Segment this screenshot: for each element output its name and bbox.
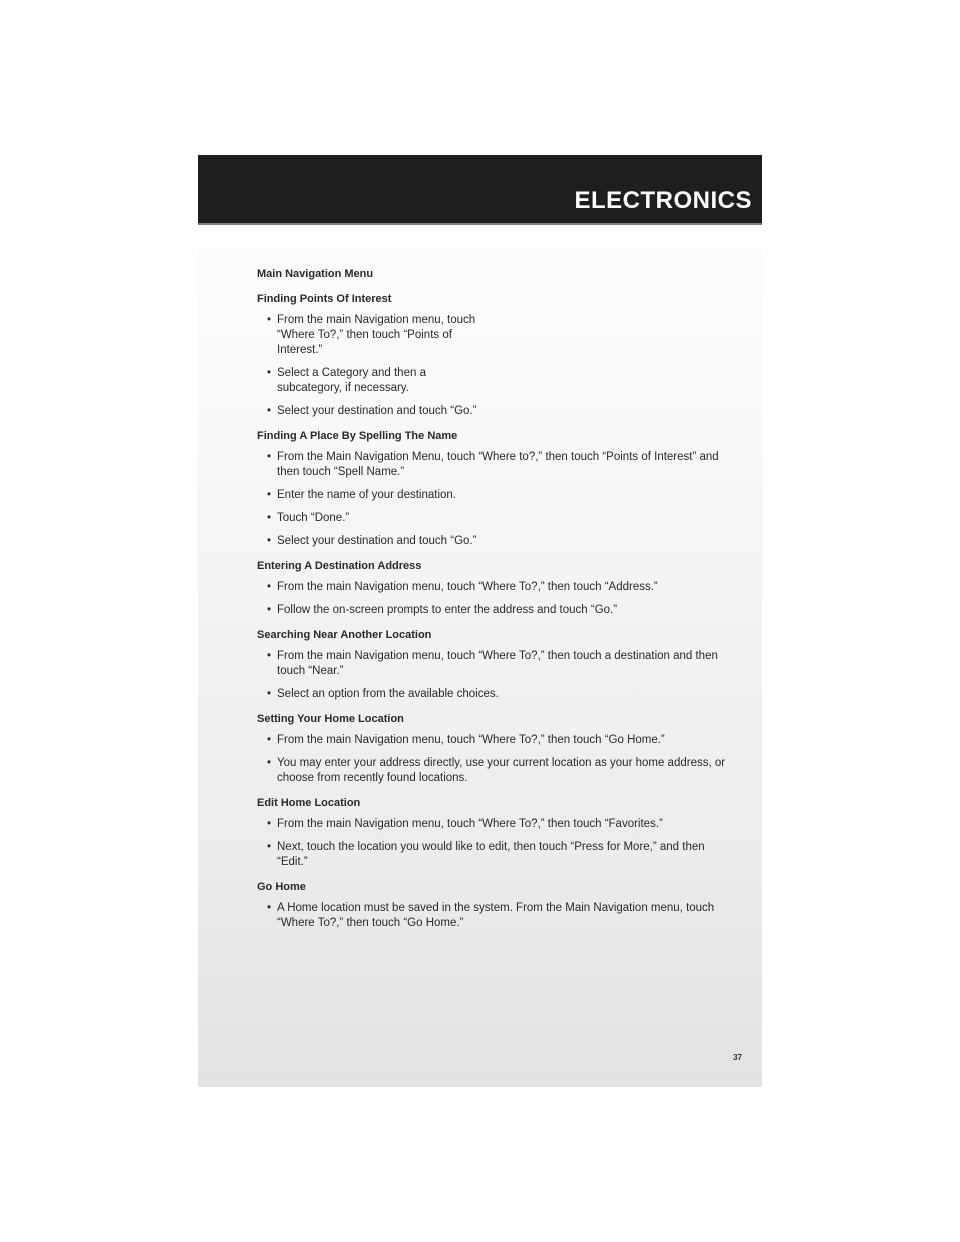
section-title: ELECTRONICS [574,187,752,214]
topic-title: Go Home [257,881,306,893]
topic-setting-home [257,712,732,786]
topic-spelling-the-name [257,429,732,549]
manual-page [198,155,762,1087]
topic-title: Setting Your Home Location [257,713,404,725]
list-item: • From the main Navigation menu, touch “Where To?,” then touch a destination and then touch “Near.” [257,649,732,679]
list-item: • Next, touch the location you would like to edit, then touch “Press for More,” and then “Edit.” [257,840,732,870]
list-item: • From the main Navigation menu, touch “Where To?,” then touch “Favorites.” [257,817,732,832]
main-heading: Main Navigation Menu [257,268,374,280]
list-item: • Touch “Done.” [257,511,732,526]
bullet-list [257,817,732,870]
list-item: • Select your destination and touch “Go.” [257,404,487,419]
topic-searching-near [257,628,732,702]
page-number: 37 [733,1053,742,1062]
bullet-list [257,901,732,931]
bullet-list [257,580,732,618]
topic-title: Searching Near Another Location [257,629,432,641]
topic-title: Finding Points Of Interest [257,293,392,305]
list-item: • A Home location must be saved in the system. From the Main Navigation menu, touch “Where To?,” then touch “Go Home.” [257,901,732,931]
list-item: • Select an option from the available choices. [257,687,732,702]
list-item: • You may enter your address directly, use your current location as your home address, or choose from recently found locations. [257,756,732,786]
bullet-list [257,450,732,549]
list-item: • Select a Category and then a subcategory, if necessary. [257,366,487,396]
topic-title: Finding A Place By Spelling The Name [257,430,458,442]
list-item: • Follow the on-screen prompts to enter the address and touch “Go.” [257,603,732,618]
topic-go-home [257,880,732,931]
list-item: • Enter the name of your destination. [257,488,732,503]
bullet-list [257,313,732,419]
bullet-list [257,733,732,786]
list-item: • From the main Navigation menu, touch “Where To?,” then touch “Points of Interest.” [257,313,487,358]
topic-title: Edit Home Location [257,797,361,809]
topic-edit-home [257,796,732,870]
header-bar [198,155,762,225]
bullet-list [257,649,732,702]
list-item: • From the main Navigation menu, touch “Where To?,” then touch “Go Home.” [257,733,732,748]
list-item: • From the main Navigation menu, touch “Where To?,” then touch “Address.” [257,580,732,595]
page-content [257,267,732,941]
topic-title: Entering A Destination Address [257,560,422,572]
topic-finding-points-of-interest [257,292,732,419]
list-item: • Select your destination and touch “Go.” [257,534,732,549]
topic-destination-address [257,559,732,618]
list-item: • From the Main Navigation Menu, touch “Where to?,” then touch “Points of Interest” and then touch “Spell Name.” [257,450,732,480]
